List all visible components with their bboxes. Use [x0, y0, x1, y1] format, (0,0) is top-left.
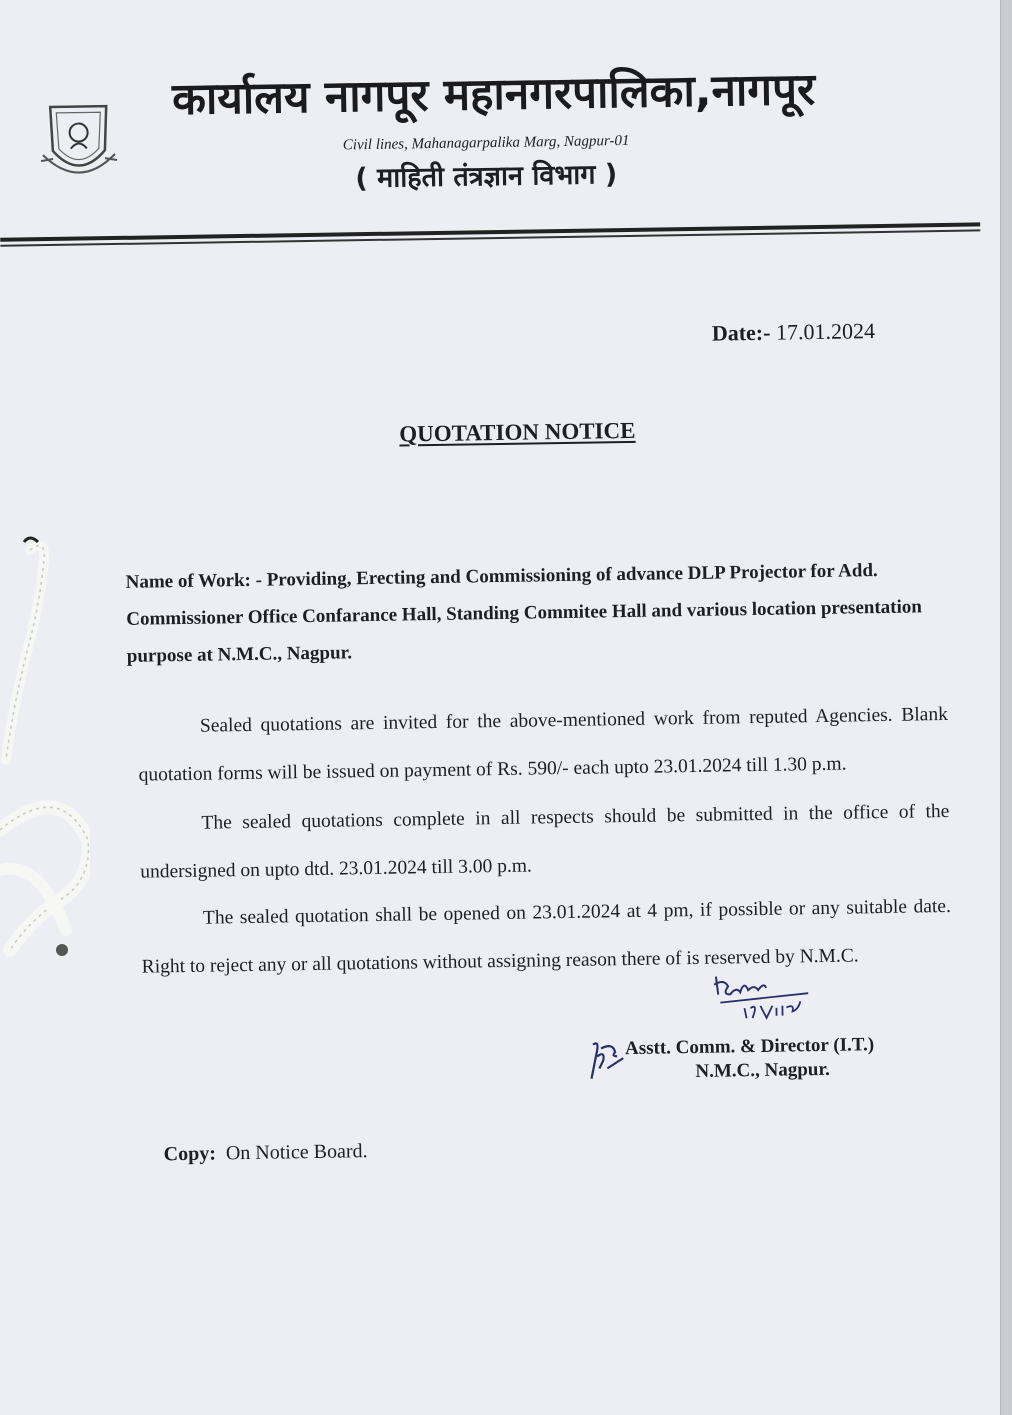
office-address: Civil lines, Mahanagarpalika Marg, Nagpur-01 [342, 132, 630, 154]
paper-edge [1000, 0, 1012, 1415]
notice-paragraph: The sealed quotations complete in all respects should be submitted in the office of the undersigned on upto dtd. 23.01.2024 till 3.00 p.m. [140, 800, 950, 883]
signatory-title: Asstt. Comm. & Director (I.T.) [624, 1034, 875, 1060]
department-name: ( माहिती तंत्रज्ञान विभाग ) [355, 159, 618, 195]
date-value: 17.01.2024 [775, 318, 876, 345]
copy-value: On Notice Board. [225, 1140, 368, 1165]
notice-date [712, 318, 876, 347]
signatory-organisation: N.M.C., Nagpur. [695, 1058, 831, 1082]
date-label: Date:- [711, 319, 771, 346]
notice-title: QUOTATION NOTICE [399, 417, 636, 447]
copy-label: Copy: [163, 1142, 217, 1166]
office-title: कार्यालय नागपूर महानगरपालिका,नागपूर [171, 63, 816, 126]
notice-paragraph: The sealed quotation shall be opened on 23.01.2024 at 4 pm, if possible or any suitable date. Right to reject any or all quotations without assigning reason there of is reserved by N.M.C. [141, 895, 952, 978]
handwritten-signature-icon [710, 963, 821, 1025]
initials-signature-icon [583, 1038, 630, 1085]
file-tie-string-icon [0, 530, 90, 970]
nmc-emblem-icon [38, 98, 119, 189]
copy-to [163, 1140, 367, 1166]
name-of-work: Name of Work: - Providing, Erecting and Commissioning of advance DLP Projector for Add. Commissioner Office Confarance Hall, Standing Commitee Hall and various location presentation purpose at N.M.C., Nagpur. [125, 560, 923, 667]
notice-paragraph: Sealed quotations are invited for the above-mentioned work from reputed Agencies. Blank quotation forms will be issued on payment of Rs. 590/- each upto 23.01.2024 till 1.30 p.m. [138, 703, 949, 786]
